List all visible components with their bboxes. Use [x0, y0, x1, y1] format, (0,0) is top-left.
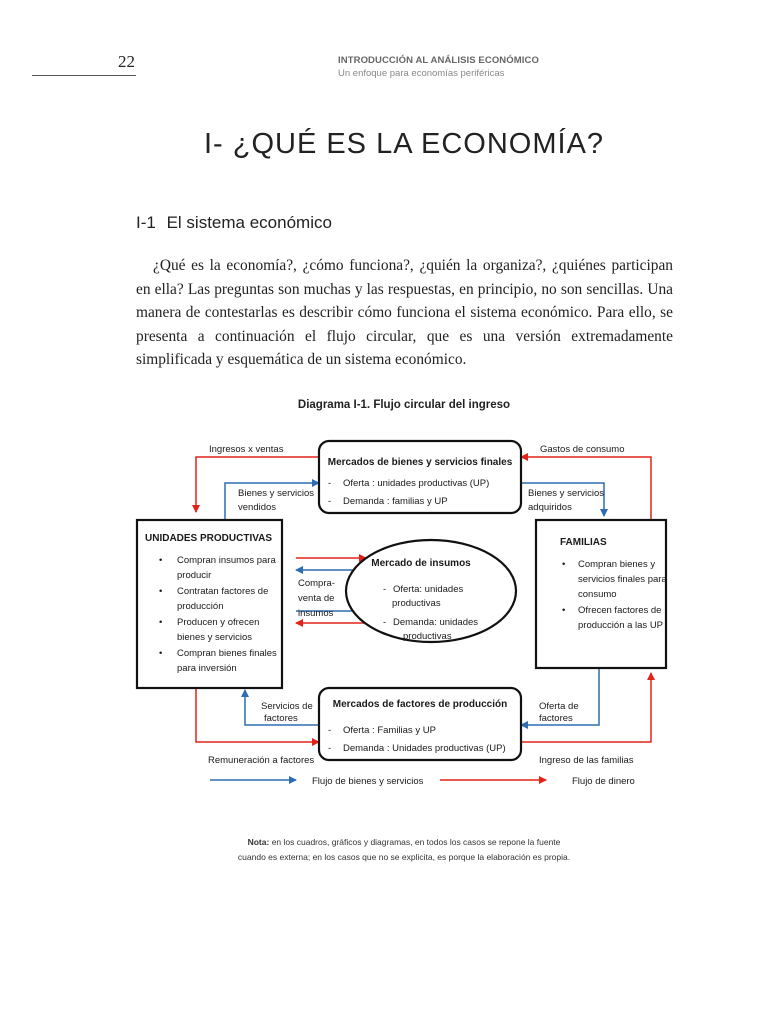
oferta-factores-label: Oferta de — [539, 701, 579, 712]
up-item-line: Contratan factores de — [177, 586, 269, 597]
remuneracion-label: Remuneración a factores — [208, 755, 315, 766]
familias-item-line: Ofrecen factores de — [578, 605, 662, 616]
insumos-line: Demanda: unidades — [393, 617, 479, 628]
up-item-line: Producen y ofrecen — [177, 617, 260, 628]
compraventa-label: venta de — [298, 593, 335, 604]
up-item-line: para inversión — [177, 663, 237, 674]
running-title: INTRODUCCIÓN AL ANÁLISIS ECONÓMICO — [338, 55, 539, 66]
up-item-line: Compran insumos para — [177, 555, 276, 566]
note-line-2: cuando es externa; en los casos que no se explicita, es porque la elaboración es propia. — [237, 852, 571, 862]
familias-title: FAMILIAS — [560, 537, 607, 548]
servicios-factores-label: factores — [264, 713, 298, 724]
familias-item-line: servicios finales para — [578, 574, 667, 585]
legend-bienes-label: Flujo de bienes y servicios — [312, 776, 424, 787]
body-paragraph: ¿Qué es la economía?, ¿cómo funciona?, ¿quién la organiza?, ¿quiénes participan en ella? Las preguntas son muchas y las respuestas, en principio, no son sencillas. Una manera de contestarlas es describir cómo funciona el sistema económico. Para ello, se presenta a continuación el flujo circular, que es una versión extremadamente simplificada y esquemática de un sistema económico. — [136, 257, 673, 368]
insumos-title: Mercado de insumos — [371, 558, 471, 569]
bullet: • — [159, 648, 163, 659]
insumos-line: productivas — [392, 598, 441, 609]
dash: - — [383, 584, 387, 595]
running-subtitle: Un enfoque para economías periféricas — [338, 68, 505, 79]
bullet: • — [562, 559, 566, 570]
section-title: El sistema económico — [166, 213, 332, 232]
section-number: I-1 — [136, 213, 156, 232]
servicios-factores-label: Servicios de — [261, 701, 313, 712]
gastos-consumo-label: Gastos de consumo — [540, 444, 625, 455]
bienes-vendidos-label: vendidos — [238, 502, 277, 513]
page-number: 22 — [118, 52, 135, 71]
bienes-adquiridos-label: Bienes y servicios — [528, 488, 605, 499]
up-item-line: bienes y servicios — [177, 632, 252, 643]
bullet: • — [159, 586, 163, 597]
factores-market-title: Mercados de factores de producción — [332, 699, 508, 710]
remuneracion-arrow — [196, 688, 319, 742]
diagram-title: Diagrama I-1. Flujo circular del ingreso — [297, 399, 511, 411]
compraventa-label: insumos — [298, 608, 334, 619]
bienes-vendidos-label: Bienes y servicios — [238, 488, 315, 499]
factores-market-oferta: Oferta : Familias y UP — [343, 725, 436, 736]
up-item-line: Compran bienes finales — [177, 648, 277, 659]
ingreso-familias-label: Ingreso de las familias — [539, 755, 634, 766]
up-title: UNIDADES PRODUCTIVAS — [145, 533, 273, 544]
legend-dinero-label: Flujo de dinero — [572, 776, 635, 787]
bullet: • — [159, 617, 163, 628]
factores-market-demanda: Demanda : Unidades productivas (UP) — [343, 743, 506, 754]
dash: - — [328, 496, 332, 507]
dash: - — [383, 617, 387, 628]
chapter-title: I- ¿QUÉ ES LA ECONOMÍA? — [203, 128, 605, 160]
familias-item-line: producción a las UP — [578, 620, 664, 631]
compraventa-label: Compra- — [298, 578, 335, 589]
bullet: • — [159, 555, 163, 566]
note-label: Nota: — [247, 837, 270, 847]
bullet: • — [562, 605, 566, 616]
ingresos-ventas-label: Ingresos x ventas — [209, 444, 284, 455]
footnote — [0, 835, 768, 865]
bienes-adquiridos-label: adquiridos — [528, 502, 572, 513]
familias-item-line: consumo — [578, 589, 617, 600]
bienes-market-demanda: Demanda : familias y UP — [343, 496, 448, 507]
oferta-factores-label: factores — [539, 713, 573, 724]
dash: - — [328, 478, 332, 489]
bienes-market-title: Mercados de bienes y servicios finales — [327, 457, 513, 468]
familias-item-line: Compran bienes y — [578, 559, 656, 570]
insumos-line: productivas — [403, 631, 452, 642]
dash: - — [328, 743, 332, 754]
dash: - — [328, 725, 332, 736]
bienes-market-oferta: Oferta : unidades productivas (UP) — [343, 478, 490, 489]
note-line-1: en los cuadros, gráficos y diagramas, en todos los casos se repone la fuente — [271, 837, 561, 847]
up-item-line: producir — [177, 570, 212, 581]
insumos-line: Oferta: unidades — [393, 584, 464, 595]
up-item-line: producción — [177, 601, 224, 612]
